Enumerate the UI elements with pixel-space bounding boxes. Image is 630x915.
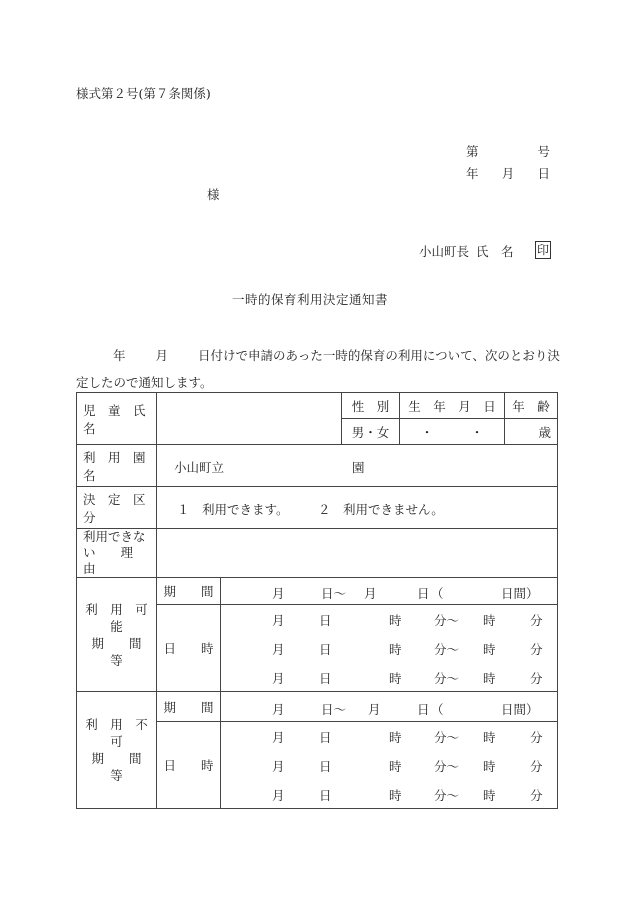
issuer-title: 小山町長 (419, 244, 470, 259)
available-datetime-label: 日 時 (157, 605, 221, 692)
unavailable-label (77, 692, 167, 809)
child-name-label (77, 393, 157, 445)
dt-hour-text: 時 (483, 758, 496, 774)
reason-label-1-text: 利用できな (83, 529, 146, 544)
dt-minute-from-text: 分～ (434, 758, 460, 774)
dt-hour-text: 時 (389, 670, 402, 686)
available-label-1-text: 利 用 可 能 (85, 601, 161, 634)
available-label (77, 578, 167, 692)
decision-label: 決 定 区 分 (77, 487, 157, 529)
body-line-1 (113, 346, 560, 364)
dt-minute-from-text: 分～ (434, 670, 460, 686)
sex-label: 性 別 (342, 393, 400, 419)
age-field[interactable] (505, 419, 558, 445)
child-name-field[interactable] (157, 393, 342, 445)
dt-hour-text: 時 (389, 758, 402, 774)
issue-date (466, 164, 550, 182)
period-day-to-text: 日 (417, 586, 430, 601)
doc-no-prefix: 第 (466, 144, 479, 159)
period-month-text: 月 (364, 586, 377, 601)
doc-no-suffix: 号 (537, 144, 550, 159)
dt-day-text: 日 (319, 641, 332, 657)
reason-field[interactable] (157, 529, 558, 578)
dt-minute-to-text: 分 (530, 612, 543, 628)
dt-minute-from-text: 分～ (434, 612, 460, 628)
birthdate-field[interactable]: ・ ・ (400, 419, 505, 445)
dt-day-text: 日 (319, 758, 332, 774)
unavailable-datetime-label: 日 時 (157, 722, 221, 809)
dt-hour-text: 時 (389, 729, 402, 745)
dt-month-text: 月 (272, 670, 285, 686)
period-month-text: 月 (272, 702, 285, 717)
unavailable-label-2-text: 期 間 等 (91, 751, 167, 783)
period-day-from-text: 日～ (321, 586, 347, 601)
dt-hour-text: 時 (483, 729, 496, 745)
period-open-text: （ (431, 702, 444, 717)
unavailable-period-label: 期 間 (157, 692, 221, 722)
dt-minute-from-text: 分～ (434, 641, 460, 657)
age-label: 年 齢 (505, 393, 558, 419)
available-period-field[interactable] (221, 578, 558, 605)
period-month-text: 月 (272, 586, 285, 601)
dt-day-text: 日 (319, 787, 332, 803)
dt-hour-text: 時 (483, 670, 496, 686)
reason-label (77, 529, 157, 578)
body-year: 年 (113, 348, 126, 363)
issuer-name-label: 氏 名 (476, 244, 514, 259)
dt-minute-to-text: 分 (530, 787, 543, 803)
period-day-from-text: 日～ (321, 702, 347, 717)
dt-minute-from-text: 分～ (434, 729, 460, 745)
birthdate-label: 生 年 月 日 (400, 393, 505, 419)
dt-hour-text: 時 (389, 641, 402, 657)
facility-town: 小山町立 (174, 460, 225, 475)
body-line-2: 定したので通知します。 (76, 375, 213, 390)
dt-month-text: 月 (272, 729, 285, 745)
facility-suffix: 園 (352, 460, 365, 475)
dt-month-text: 月 (272, 787, 285, 803)
document-number (466, 142, 550, 160)
dt-minute-to-text: 分 (530, 641, 543, 657)
dt-day-text: 日 (319, 729, 332, 745)
dt-hour-text: 時 (483, 787, 496, 803)
unavailable-label-1-text: 利 用 不 可 (85, 717, 161, 749)
dt-day-text: 日 (319, 670, 332, 686)
child-name-label-text: 児 童 氏 名 (83, 402, 159, 436)
addressee-suffix: 様 (207, 187, 220, 202)
sex-field[interactable]: 男・女 (342, 419, 400, 445)
available-datetime-field[interactable] (221, 605, 558, 692)
dt-hour-text: 時 (389, 787, 402, 803)
dt-minute-to-text: 分 (530, 729, 543, 745)
period-month-text: 月 (368, 702, 381, 717)
body-line-1-rest: 日付けで申請のあった一時的保育の利用について、次のとおり決 (197, 348, 560, 363)
dt-minute-to-text: 分 (530, 670, 543, 686)
dt-month-text: 月 (272, 641, 285, 657)
facility-label: 利 用 園 名 (77, 445, 157, 487)
seal-mark: 印 (536, 243, 549, 257)
reason-label-2-text: い 理 由 (83, 545, 159, 576)
available-label-2-text: 期 間 等 (91, 635, 167, 668)
body-month: 月 (155, 348, 168, 363)
period-open-text: （ (431, 586, 444, 601)
unavailable-period-field[interactable] (221, 692, 558, 722)
period-days-text: 日間） (501, 702, 539, 717)
facility-field[interactable] (157, 445, 558, 487)
dt-hour-text: 時 (483, 612, 496, 628)
decision-option-1[interactable]: １ 利用できます。 (177, 502, 289, 517)
dt-day-text: 日 (319, 612, 332, 628)
dt-month-text: 月 (272, 758, 285, 774)
age-unit: 歳 (538, 424, 551, 440)
decision-option-2[interactable]: ２ 利用できません。 (318, 502, 444, 517)
unavailable-datetime-field[interactable] (221, 722, 558, 809)
dt-hour-text: 時 (483, 641, 496, 657)
period-day-to-text: 日 (417, 702, 430, 717)
period-days-text: 日間） (501, 586, 539, 601)
date-month: 月 (501, 166, 515, 181)
document-title: 一時的保育利用決定通知書 (232, 292, 389, 307)
dt-hour-text: 時 (389, 612, 402, 628)
decision-field (157, 487, 558, 529)
date-day: 日 (537, 166, 550, 181)
form-table (76, 392, 558, 809)
form-number: 様式第２号(第７条関係) (76, 86, 211, 101)
dt-minute-to-text: 分 (530, 758, 543, 774)
available-period-label: 期 間 (157, 578, 221, 605)
date-year: 年 (466, 166, 479, 181)
dt-minute-from-text: 分～ (434, 787, 460, 803)
dt-month-text: 月 (272, 612, 285, 628)
